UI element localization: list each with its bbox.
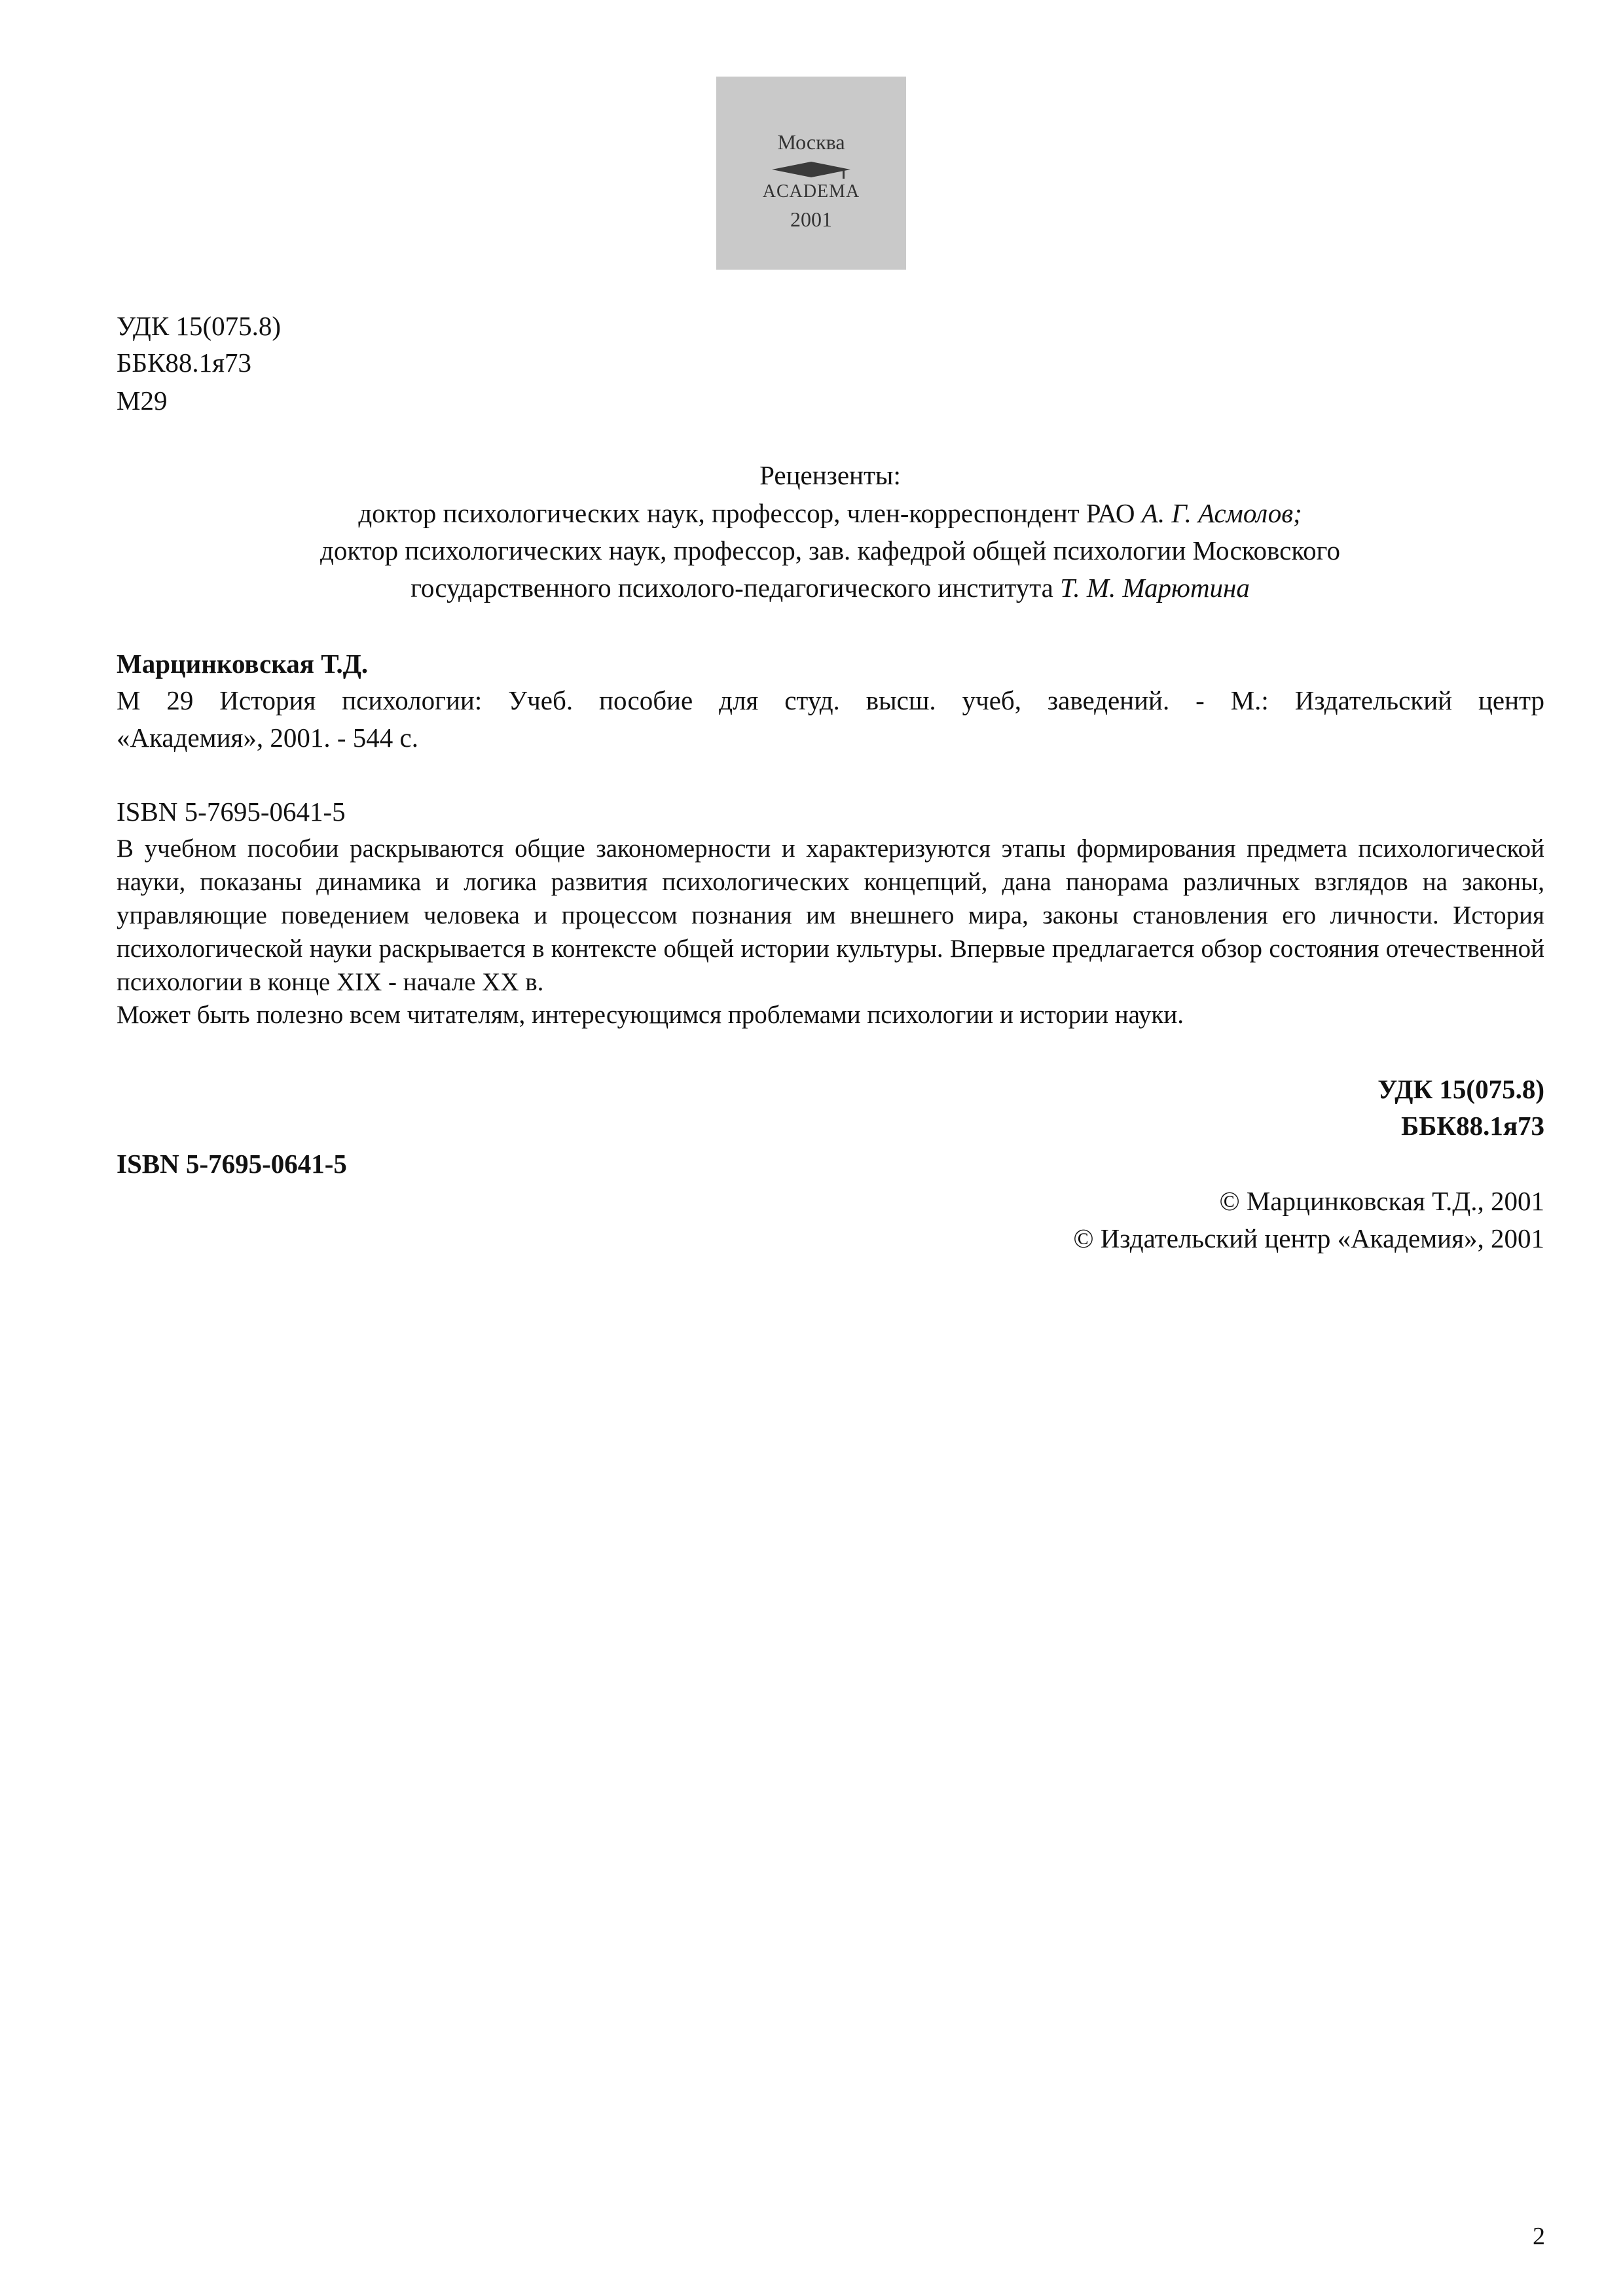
copyright-author: © Марцинковская Т.Д., 2001 xyxy=(1219,1186,1544,1216)
bibliographic-entry-line-2: «Академия», 2001. - 544 с. xyxy=(117,723,419,753)
isbn-line: ISBN 5-7695-0641-5 xyxy=(117,797,346,827)
author-name: Марцинковская Т.Д. xyxy=(117,649,369,679)
reviewer-2-name: Т. М. Марютина xyxy=(1060,573,1250,603)
footer-udk: УДК 15(075.8) xyxy=(1377,1074,1544,1104)
annotation-paragraph-2: Может быть полезно всем читателям, интересующимся проблемами психологии и истории науки. xyxy=(117,1001,1184,1029)
reviewer-line-2: доктор психологических наук, профессор, зав. кафедрой общей психологии Московского xyxy=(320,535,1340,565)
copyright-publisher: © Издательский центр «Академия», 2001 xyxy=(1073,1223,1544,1253)
logo-year: 2001 xyxy=(790,207,832,231)
logo-name: ACADEMA xyxy=(762,181,860,202)
graduation-cap-icon xyxy=(765,160,857,180)
bbk-code: ББК88.1я73 xyxy=(117,348,252,378)
publisher-logo xyxy=(716,77,906,270)
reviewer-line-3 xyxy=(117,571,1544,605)
footer-bbk: ББК88.1я73 xyxy=(1401,1111,1544,1141)
udk-code: УДК 15(075.8) xyxy=(117,311,282,341)
reviewer-1-name: А. Г. Асмолов; xyxy=(1141,498,1302,528)
page-number: 2 xyxy=(1533,2223,1545,2250)
annotation-paragraph-1: В учебном пособии раскрываются общие закономерности и характеризуются этапы формирования предмета психологической науки, показаны динамика и логика развития психологических концепций, дана панорама различных взглядов на законы, управляющие поведением человека и процессом познания им внешнего мира, законы становления его личности. История психологической науки раскрывается в контексте общей истории культуры. Впервые предлагается обзор состояния отечественной психологии в конце XIX - начале XX в. xyxy=(117,834,1544,996)
footer-isbn: ISBN 5-7695-0641-5 xyxy=(117,1149,347,1179)
reviewer-line-1 xyxy=(117,496,1544,530)
reviewer-2-institution: государственного психолого-педагогического института xyxy=(410,573,1061,603)
reviewer-1-credentials: доктор психологических наук, профессор, член-корреспондент РАО xyxy=(358,498,1142,528)
author-sign: М29 xyxy=(117,386,168,416)
bibliographic-entry-line-1: М 29 История психологии: Учеб. пособие для студ. высш. учеб, заведений. - М.: Издательский центр xyxy=(117,685,1544,715)
logo-city: Москва xyxy=(777,130,845,154)
reviewers-title: Рецензенты: xyxy=(759,460,901,490)
